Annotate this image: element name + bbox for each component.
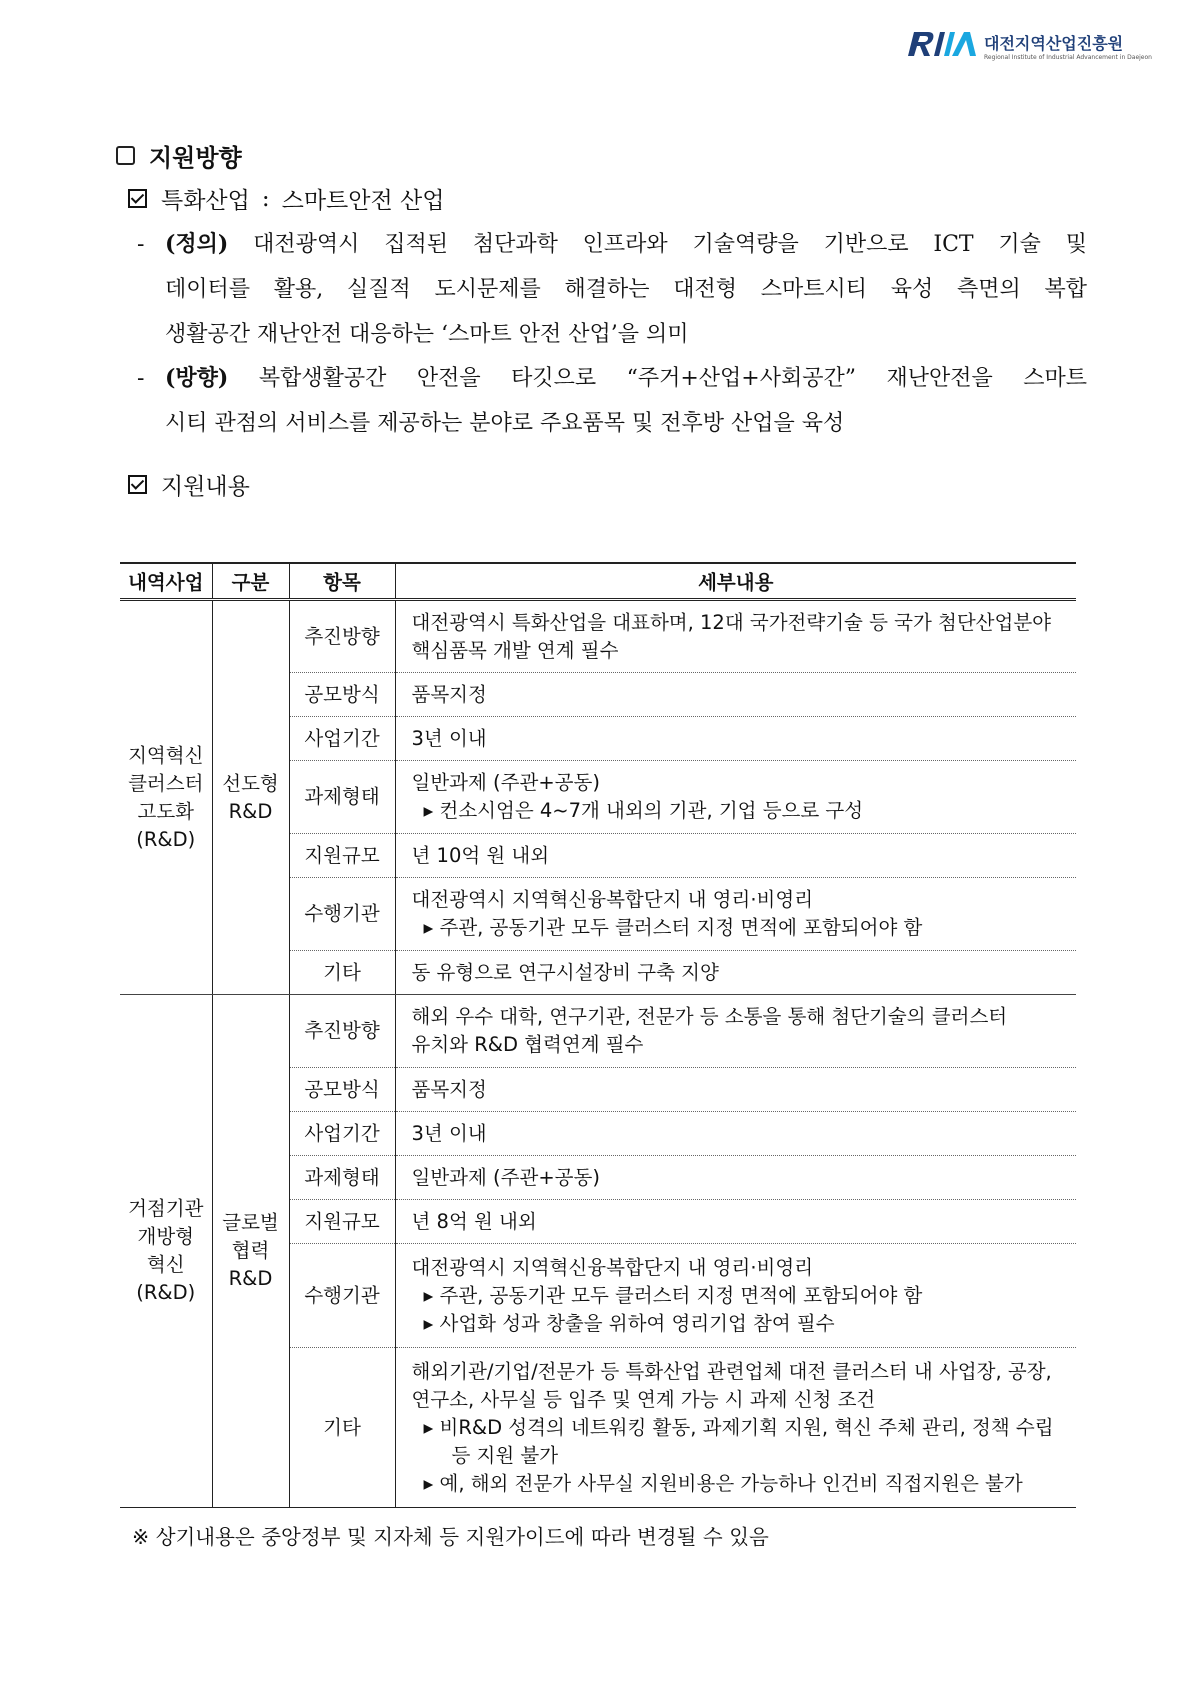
col-header-type: 구분: [212, 563, 289, 600]
industry-heading: [128, 182, 444, 215]
item-cell: 지원규모: [289, 834, 395, 878]
program-cell-1: [120, 600, 212, 995]
table-header-row: [120, 563, 1076, 600]
detail-line: 유치와 R&D 협력연계 필수: [411, 1033, 644, 1056]
support-title: 지원내용: [161, 474, 250, 500]
detail-cell: 동 유형으로 연구시설장비 구축 지양: [395, 951, 1076, 995]
item-cell: 공모방식: [289, 1068, 395, 1112]
detail-line: 해외기관/기업/전문가 등 특화산업 관련업체 대전 클러스터 내 사업장, 공장,: [411, 1359, 1052, 1383]
detail-line: 대전광역시 특화산업을 대표하며, 12대 국가전략기술 등 국가 첨단산업분야: [411, 610, 1052, 634]
support-heading: [128, 468, 250, 501]
detail-cell: 일반과제 (주관+공동): [395, 1156, 1076, 1200]
detail-sub-line: 등 지원 불가: [451, 1443, 559, 1467]
detail-cell: 품목지정: [395, 673, 1076, 717]
direction-text-1: 복합생활공간 안전을 타깃으로 “주거+산업+사회공간” 재난안전을 스마트: [258, 366, 1087, 391]
item-cell: 사업기간: [289, 717, 395, 761]
program-2-line: (R&D): [136, 1281, 196, 1304]
industry-label: 특화산업: [161, 188, 250, 214]
type-cell-1: [212, 600, 289, 995]
detail-cell: 3년 이내: [395, 1112, 1076, 1156]
detail-sub-line: ▸ 주관, 공동기관 모두 클러스터 지정 면적에 포함되어야 함: [423, 1283, 923, 1307]
direction-line-2: 시티 관점의 서비스를 제공하는 분야로 주요품목 및 전후방 산업을 육성: [165, 411, 845, 436]
item-cell: 과제형태: [289, 1156, 395, 1200]
item-cell: 기타: [289, 951, 395, 995]
direction-paragraph: [137, 356, 1087, 446]
detail-sub-line: ▸ 컨소시엄은 4~7개 내외의 기관, 기업 등으로 구성: [423, 799, 864, 822]
detail-cell: [395, 1244, 1076, 1348]
detail-sub-line: ▸ 사업화 성과 창출을 위하여 영리기업 참여 필수: [423, 1311, 835, 1335]
item-cell: 추진방향: [289, 995, 395, 1068]
item-cell: 과제형태: [289, 761, 395, 834]
table-row: [120, 995, 1076, 1068]
detail-sub-line: ▸ 주관, 공동기관 모두 클러스터 지정 면적에 포함되어야 함: [423, 916, 923, 939]
program-2-line: 거점기관: [128, 1197, 204, 1220]
item-cell: 지원규모: [289, 1200, 395, 1244]
program-2-line: 개방형: [137, 1225, 194, 1248]
detail-cell: 3년 이내: [395, 717, 1076, 761]
program-1-line: 지역혁신: [128, 743, 204, 767]
definition-line-1: - (정의) 대전광역시 집적된 첨단과학 인프라와 기술역량을 기반으로 ICT 기술 및: [137, 231, 1087, 257]
square-bullet-icon: [116, 146, 135, 165]
detail-line: 대전광역시 지역혁신융복합단지 내 영리·비영리: [411, 888, 814, 911]
item-cell: 추진방향: [289, 600, 395, 673]
program-1-line: 고도화: [137, 799, 194, 823]
riia-logo-mark: [904, 28, 980, 58]
item-cell: 공모방식: [289, 673, 395, 717]
org-english-name: Regional Institute of Industrial Advancement in Daejeon: [984, 54, 1152, 61]
program-1-line: (R&D): [136, 827, 196, 851]
type-cell-2: [212, 995, 289, 1508]
detail-cell: [395, 1348, 1076, 1508]
item-cell: 수행기관: [289, 1244, 395, 1348]
detail-line: 해외 우수 대학, 연구기관, 전문가 등 소통을 통해 첨단기술의 클러스터: [411, 1005, 1008, 1028]
direction-tag: (방향): [165, 365, 229, 391]
detail-cell: [395, 600, 1076, 673]
type-2-line: R&D: [228, 1267, 273, 1290]
type-1-line: 선도형: [222, 771, 279, 795]
definition-line-3: 생활공간 재난안전 대응하는 ‘스마트 안전 산업’을 의미: [165, 322, 689, 347]
definition-text-1: 대전광역시 집적된 첨단과학 인프라와 기술역량을 기반으로 ICT 기술 및: [253, 232, 1087, 257]
detail-sub-line: ▸ 비R&D 성격의 네트워킹 활동, 과제기획 지원, 혁신 주체 관리, 정책 수립: [423, 1415, 1054, 1439]
item-cell: 기타: [289, 1348, 395, 1508]
definition-tag: (정의): [165, 231, 229, 257]
table-row: [120, 600, 1076, 673]
col-header-program: 내역사업: [120, 563, 212, 600]
type-2-line: 글로벌: [222, 1211, 279, 1234]
detail-cell: 품목지정: [395, 1068, 1076, 1112]
section-heading: [116, 138, 242, 173]
detail-cell: [395, 878, 1076, 951]
program-2-line: 혁신: [146, 1253, 185, 1276]
program-1-line: 클러스터: [128, 771, 204, 795]
definition-line-2: 데이터를 활용, 실질적 도시문제를 해결하는 대전형 스마트시티 육성 측면의 복합: [165, 277, 1087, 302]
type-2-line: 협력: [231, 1239, 270, 1262]
detail-cell: [395, 995, 1076, 1068]
col-header-item: 항목: [289, 563, 395, 600]
org-logo: [904, 28, 1154, 68]
support-table: [120, 562, 1076, 1508]
checkbox-checked-icon: [128, 475, 147, 494]
direction-line-1: - (방향) 복합생활공간 안전을 타깃으로 “주거+산업+사회공간” 재난안전을 스마트: [137, 365, 1087, 391]
col-header-detail: 세부내용: [395, 563, 1076, 600]
detail-cell: 년 10억 원 내외: [395, 834, 1076, 878]
detail-cell: [395, 761, 1076, 834]
program-cell-2: [120, 995, 212, 1508]
definition-paragraph: [137, 222, 1087, 357]
org-name: 대전지역산업진흥원: [984, 34, 1124, 53]
detail-line: 연구소, 사무실 등 입주 및 연계 가능 시 과제 신청 조건: [411, 1387, 876, 1411]
detail-line: 대전광역시 지역혁신융복합단지 내 영리·비영리: [411, 1255, 814, 1279]
footnote: ※ 상기내용은 중앙정부 및 지자체 등 지원가이드에 따라 변경될 수 있음: [132, 1525, 769, 1549]
industry-separator: :: [261, 185, 270, 212]
checkbox-checked-icon: [128, 189, 147, 208]
section-title: 지원방향: [149, 144, 242, 172]
type-1-line: R&D: [228, 799, 273, 823]
detail-sub-line: ▸ 예, 해외 전문가 사무실 지원비용은 가능하나 인건비 직접지원은 불가: [423, 1471, 1023, 1495]
detail-cell: 년 8억 원 내외: [395, 1200, 1076, 1244]
detail-line: 일반과제 (주관+공동): [411, 771, 600, 794]
detail-line: 핵심품목 개발 연계 필수: [411, 638, 619, 662]
item-cell: 사업기간: [289, 1112, 395, 1156]
industry-value: 스마트안전 산업: [281, 188, 445, 214]
item-cell: 수행기관: [289, 878, 395, 951]
